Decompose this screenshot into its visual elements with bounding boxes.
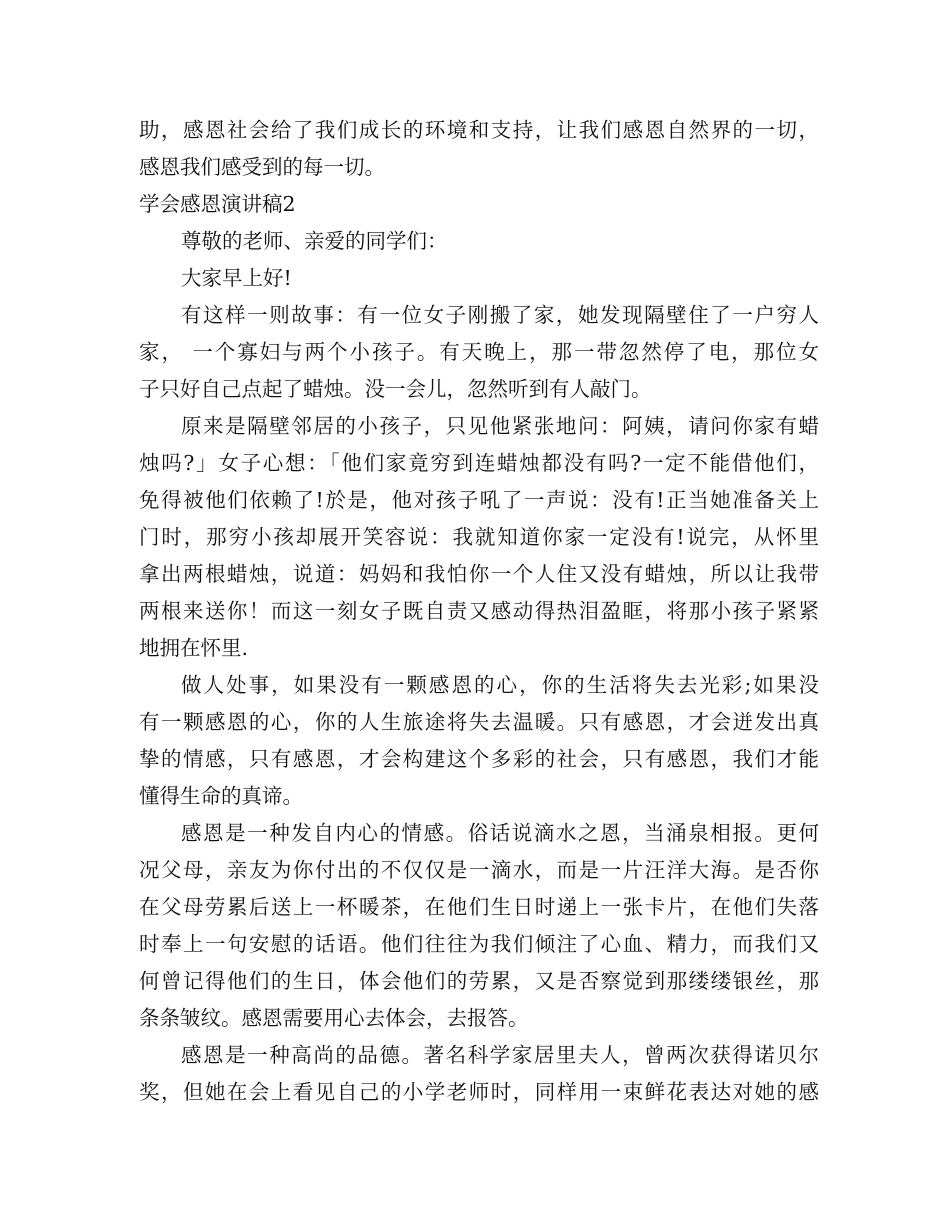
text-line: 时奉上一句安慰的话语。他们往往为我们倾注了心血、精力，而我们又	[139, 932, 819, 956]
text-line: 感恩是一种高尚的品德。著名科学家居里夫人，曾两次获得诺贝尔	[181, 1043, 819, 1067]
text-line: 有这样一则故事：有一位女子刚搬了家，她发现隔壁住了一户穷人	[181, 303, 819, 327]
text-line: 地拥在怀里.	[139, 636, 249, 660]
salutation: 尊敬的老师、亲爱的同学们：	[181, 229, 448, 253]
text-line: 何曾记得他们的生日，体会他们的劳累，又是否察觉到那缕缕银丝，那	[139, 969, 819, 993]
text-line: 奖，但她在会上看见自己的小学老师时，同样用一束鲜花表达对她的感	[139, 1080, 819, 1104]
text-line: 况父母，亲友为你付出的不仅仅是一滴水，而是一片汪洋大海。是否你	[139, 858, 819, 882]
text-line: 子只好自己点起了蜡烛。没一会儿，忽然听到有人敲门。	[139, 377, 652, 401]
text-line: 家， 一个寡妇与两个小孩子。有天晚上，那一带忽然停了电，那位女	[139, 340, 819, 364]
text-line: 在父母劳累后送上一杯暖茶，在他们生日时递上一张卡片，在他们失落	[139, 895, 819, 919]
text-line: 拿出两根蜡烛，说道：妈妈和我怕你一个人住又没有蜡烛，所以让我带	[139, 562, 819, 586]
section-heading: 学会感恩演讲稿2	[139, 192, 296, 216]
greeting: 大家早上好!	[181, 266, 292, 290]
text-line: 挚的情感，只有感恩，才会构建这个多彩的社会，只有感恩，我们才能	[139, 747, 819, 771]
text-line: 感恩我们感受到的每一切。	[139, 155, 385, 179]
text-line: 有一颗感恩的心，你的人生旅途将失去温暖。只有感恩，才会迸发出真	[139, 710, 819, 734]
text-line: 门时，那穷小孩却展开笑容说：我就知道你家一定没有!说完，从怀里	[139, 525, 819, 549]
text-line: 条条皱纹。感恩需要用心去体会，去报答。	[139, 1006, 529, 1030]
text-line: 免得被他们依赖了!於是，他对孩子吼了一声说：没有!正当她准备关上	[139, 488, 819, 512]
text-line: 懂得生命的真谛。	[139, 784, 303, 808]
text-line: 感恩是一种发自内心的情感。俗话说滴水之恩，当涌泉相报。更何	[181, 821, 819, 845]
text-line: 烛吗?」女子心想：「他们家竟穷到连蜡烛都没有吗?一定不能借他们，	[139, 451, 819, 475]
text-line: 助，感恩社会给了我们成长的环境和支持，让我们感恩自然界的一切，	[139, 118, 819, 142]
text-line: 原来是隔壁邻居的小孩子，只见他紧张地问：阿姨，请问你家有蜡	[181, 414, 819, 438]
text-line: 做人处事，如果没有一颗感恩的心，你的生活将失去光彩;如果没	[181, 673, 819, 697]
text-line: 两根来送你！而这一刻女子既自责又感动得热泪盈眶，将那小孩子紧紧	[139, 599, 819, 623]
